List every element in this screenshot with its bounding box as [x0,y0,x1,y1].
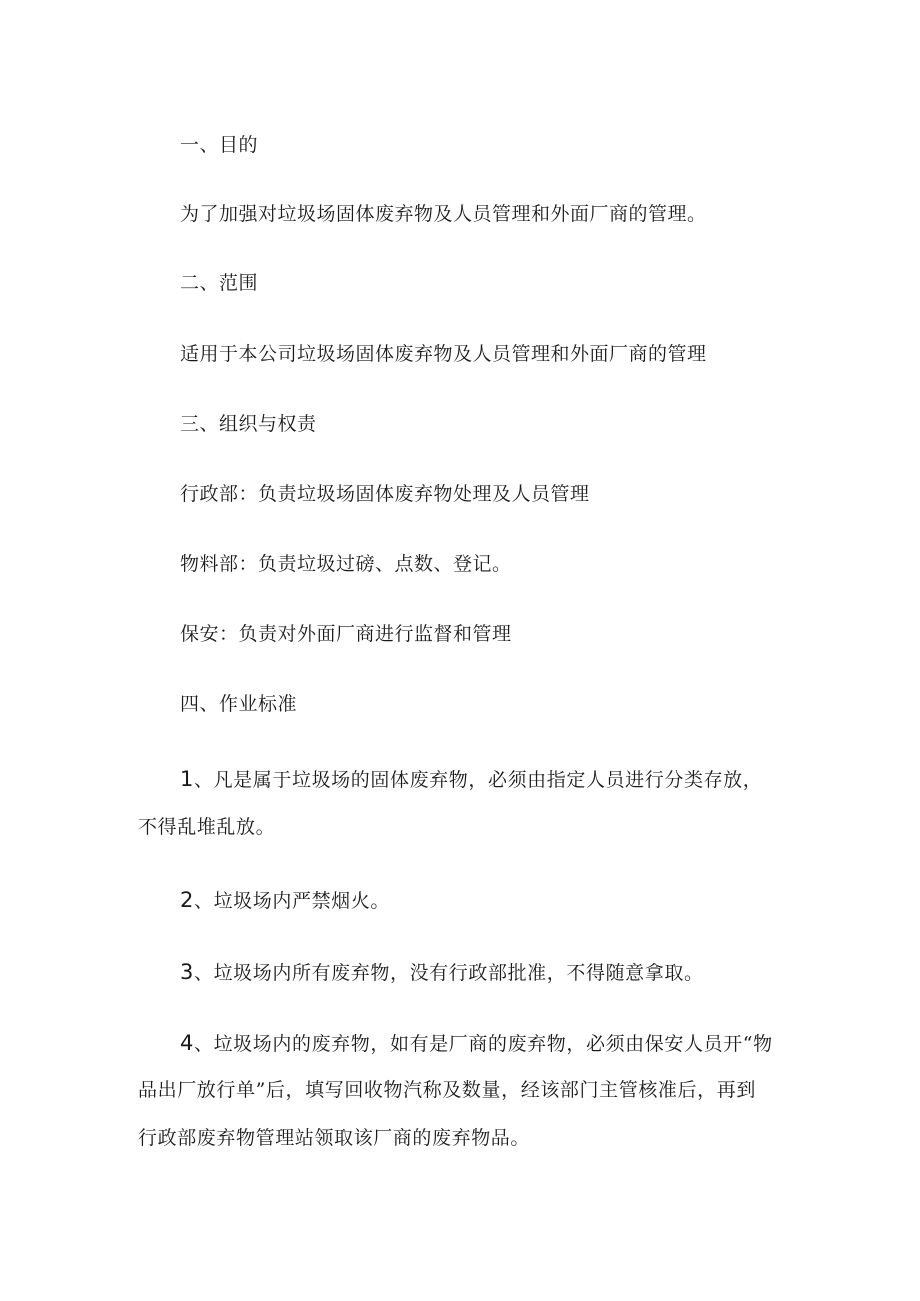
standard-item-1-line2: 不得乱堆乱放。 [138,816,276,838]
org-item-security: 保安：负责对外面厂商进行监督和管理 [180,623,512,645]
standard-item-4-line2: 品出厂放行单”后，填写回收物汽称及数量，经该部门主管核准后，再到 [138,1079,756,1101]
standard-item-4-line1: 4、垃圾场内的废弃物，如有是厂商的废弃物，必须由保安人员开“物 [180,1031,773,1055]
section-heading-scope: 二、范围 [180,272,259,294]
standard-item-1-line1: 1、凡是属于垃圾场的固体废弃物，必须由指定人员进行分类存放， [180,767,763,791]
section-heading-standards: 四、作业标准 [180,693,298,715]
standard-item-1-number: 1 [180,767,194,791]
standard-item-2: 2、垃圾场内严禁烟火。 [180,888,390,912]
org-item-admin: 行政部：负责垃圾场固体废弃物处理及人员管理 [180,483,590,505]
standard-item-3: 3、垃圾场内所有废弃物，没有行政部批准，不得随意拿取。 [180,960,704,984]
standard-item-4-number: 4 [180,1031,194,1055]
section-heading-purpose: 一、目的 [180,134,259,156]
standard-item-4-line3: 行政部废弃物管理站领取该厂商的废弃物品。 [138,1127,531,1149]
scope-text: 适用于本公司垃圾场固体废弃物及人员管理和外面厂商的管理 [180,343,707,365]
standard-item-3-number: 3 [180,960,194,984]
section-heading-organization: 三、组织与权责 [180,413,317,435]
standard-item-2-number: 2 [180,888,194,912]
org-item-materials: 物料部：负责垃圾过磅、点数、登记。 [180,553,512,575]
purpose-text: 为了加强对垃圾场固体废弃物及人员管理和外面厂商的管理。 [180,203,707,225]
